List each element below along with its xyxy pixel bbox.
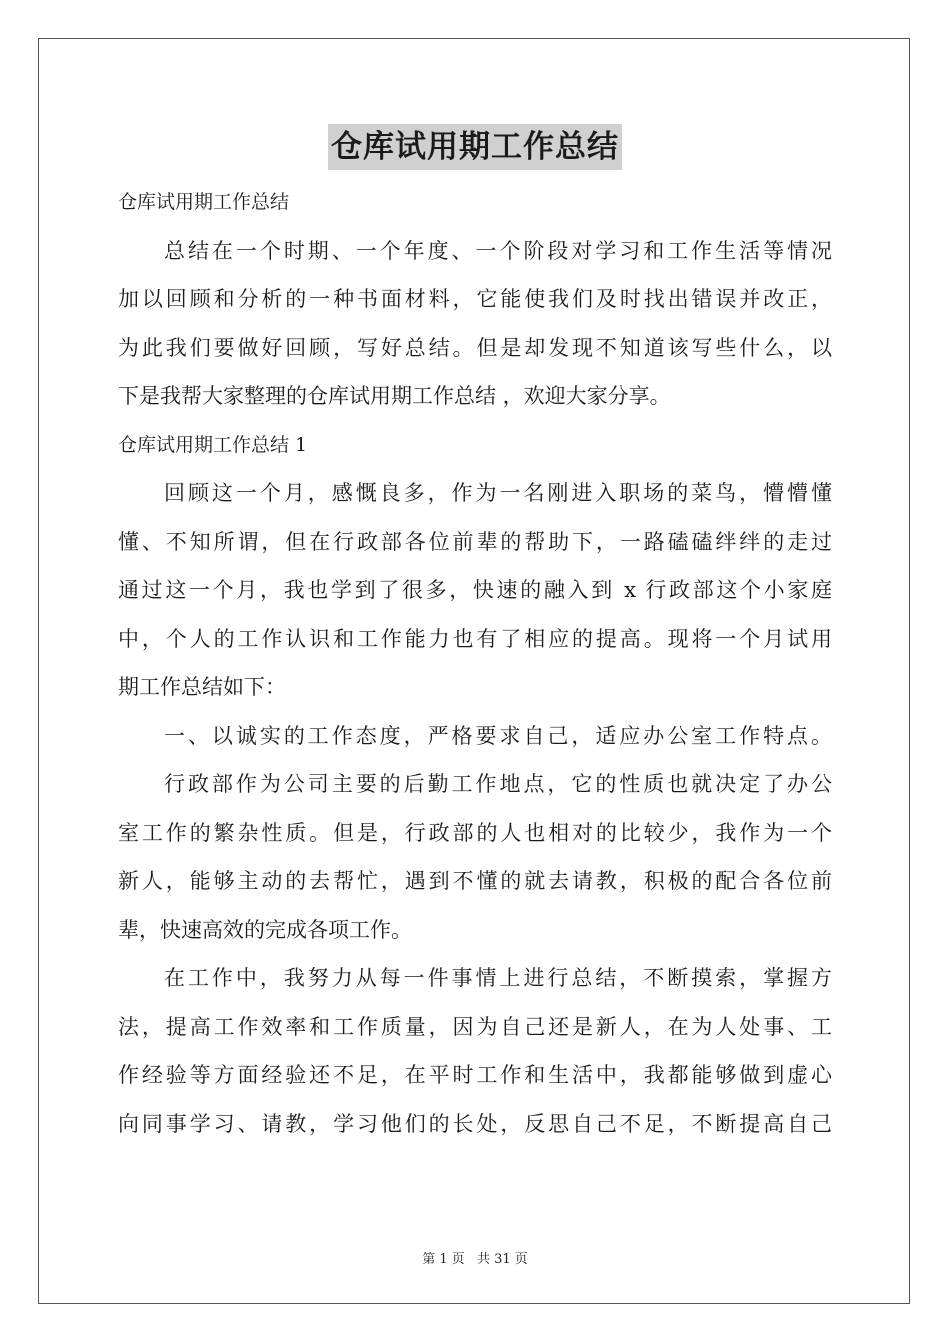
document-title: 仓库试用期工作总结 <box>328 124 622 170</box>
title-wrap <box>0 124 950 170</box>
section-heading: 仓库试用期工作总结 <box>118 191 290 213</box>
paragraph-line: 新人，能够主动的去帮忙，遇到不懂的就去请教，积极的配合各位前 <box>118 869 832 893</box>
paragraph-line: 辈，快速高效的完成各项工作。 <box>118 917 412 942</box>
paragraph-line: 在工作中，我努力从每一件事情上进行总结，不断摸索，掌握方 <box>164 966 832 990</box>
paragraph-line: 作经验等方面经验还不足，在平时工作和生活中，我都能够做到虚心 <box>118 1063 832 1087</box>
page-number: 第 1 页 <box>422 1252 465 1267</box>
paragraph-line: 行政部作为公司主要的后勤工作地点，它的性质也就决定了办公 <box>164 772 832 796</box>
paragraph-line: 加以回顾和分析的一种书面材料，它能使我们及时找出错误并改正， <box>118 287 832 311</box>
section-heading: 仓库试用期工作总结 1 <box>118 433 308 456</box>
page-total: 共 31 页 <box>476 1252 528 1267</box>
paragraph-line: 回顾这一个月，感慨良多，作为一名刚进入职场的菜鸟，懵懵懂 <box>164 481 832 505</box>
paragraph-line: 期工作总结如下： <box>118 675 286 699</box>
page-footer <box>0 1248 950 1267</box>
paragraph-line: 向同事学习、请教，学习他们的长处，反思自己不足，不断提高自己 <box>118 1111 832 1136</box>
paragraph-line: 总结在一个时期、一个年度、一个阶段对学习和工作生活等情况 <box>164 238 832 263</box>
paragraph-line: 下是我帮大家整理的仓库试用期工作总结 ，欢迎大家分享。 <box>118 384 671 408</box>
paragraph-line: 中，个人的工作认识和工作能力也有了相应的提高。现将一个月试用 <box>118 626 832 651</box>
paragraph-line: 通过这一个月，我也学到了很多，快速的融入到 x 行政部这个小家庭 <box>118 578 832 602</box>
document-body <box>118 178 832 1148</box>
paragraph-line: 法，提高工作效率和工作质量，因为自己还是新人，在为人处事、工 <box>118 1014 832 1039</box>
paragraph-line: 懂、不知所谓，但在行政部各位前辈的帮助下，一路磕磕绊绊的走过 <box>118 529 832 554</box>
paragraph-line: 一、以诚实的工作态度，严格要求自己，适应办公室工作特点。 <box>164 723 832 748</box>
paragraph-line: 为此我们要做好回顾，写好总结。但是却发现不知道该写些什么，以 <box>118 335 832 360</box>
paragraph-line: 室工作的繁杂性质。但是，行政部的人也相对的比较少，我作为一个 <box>118 820 832 845</box>
